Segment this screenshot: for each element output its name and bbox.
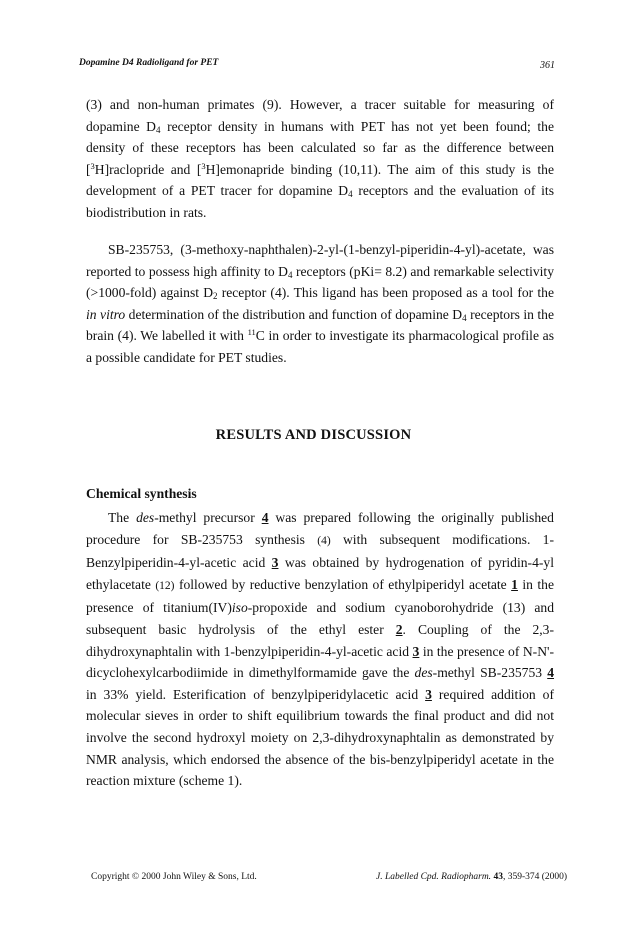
subsection-heading: Chemical synthesis [86, 486, 197, 501]
page-number: 361 [540, 60, 555, 71]
section-heading: RESULTS AND DISCUSSION [215, 427, 412, 443]
intro-paragraph-2: SB-235753, (3-methoxy-naphthalen)-2-yl-(1-benzyl-piperidin-4-yl)-acetate, was reported to possess high affinity to $D_4$ receptors (pKi= 8.2) and remarkable selectivity (>1000-fold) against $D_2$ receptor (4). This ligand has been proposed as a tool for the in vitro determination of the distribution and function of dopamine $D_4$ receptors in the brain (4). We labelled it with $^{11}$C in order to investigate its pharmacological profile as a possible candidate for PET studies. [86, 242, 554, 365]
journal-citation: J. Labelled Cpd. Radiopharm. 43, 359-374 (2000) [376, 872, 568, 882]
copyright-notice: Copyright © 2000 John Wiley & Sons, Ltd. [91, 872, 257, 882]
running-head: Dopamine D4 Radioligand for PET [79, 58, 219, 68]
synthesis-paragraph: The des-methyl precursor 4 was prepared following the originally published procedure for SB-235753 synthesis (4) with subsequent modifications. 1-Benzylpiperidin-4-yl-acetic acid 3 was obtained by hydrogenation of pyridin-4-yl ethylacetate (12) followed by reductive benzylation of ethylpiperidyl acetate 1 in the presence of titanium(IV)iso-propoxide and sodium cyanoborohydride (13) and subsequent basic hydrolysis of the ethyl ester 2. Coupling of the 2,3-dihydroxynaphtalin with 1-benzylpiperidin-4-yl-acetic acid 3 in the presence of N-N'-dicyclohexylcarbodiimide in dimethylformamide gave the des-methyl SB-235753 4 in 33% yield. Esterification of benzylpiperidylacetic acid 3 required addition of molecular sieves in order to shift equilibrium towards the final product and did not involve the second hydroxyl moiety on 2,3-dihydroxynaphtalin as demonstrated by NMR analysis, which endorsed the absence of the bis-benzylpiperidyl acetate in the reaction mixture (scheme 1). [86, 510, 555, 789]
intro-paragraph-1: (3) and non-human primates (9). However, a tracer suitable for measuring of dopamine $D_4$ receptor density in humans with PET has not yet been found; the density of these receptors has been calculated so far as the difference between [$^3$H]raclopride and [$^3$H]emonapride binding (10,11). The aim of this study is the development of a PET tracer for dopamine $D_4$ receptors and the evaluation of its biodistribution in rats. [86, 97, 554, 220]
